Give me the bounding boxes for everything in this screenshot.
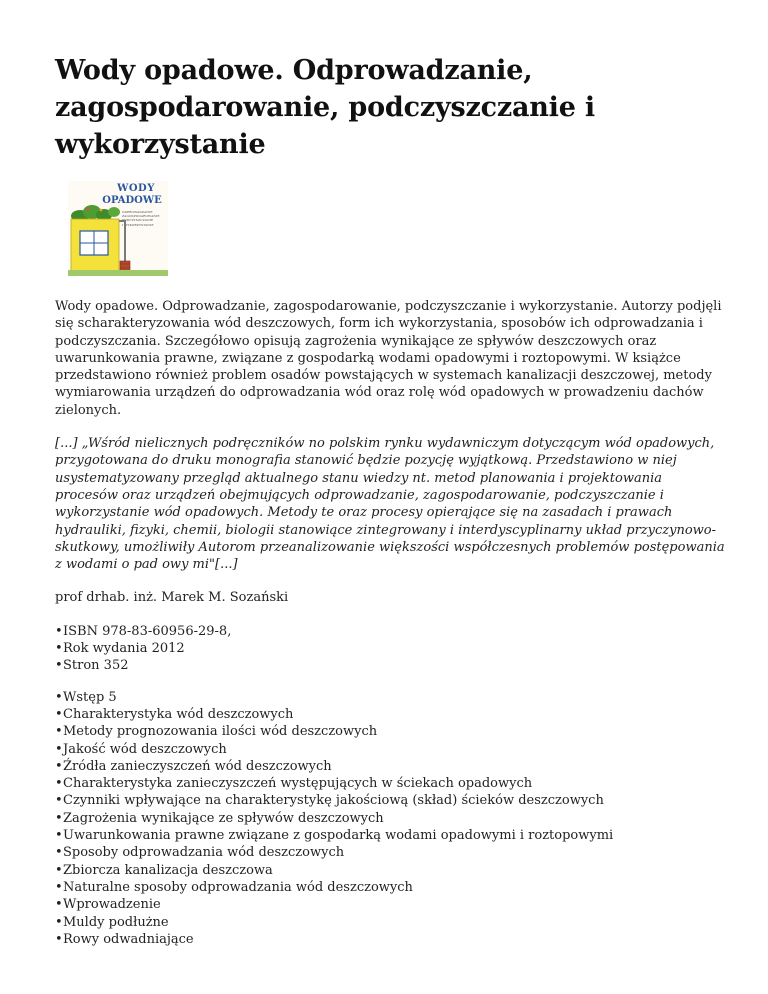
list-item: • Sposoby odprowadzania wód deszczowych [63, 844, 725, 861]
downpipe-icon [119, 221, 125, 265]
list-item: • Uwarunkowania prawne związane z gospodarką wodami opadowymi i roztopowymi [63, 827, 725, 844]
review-quote: [...] „Wśród nielicznych podręczników no polskim rynku wydawniczym dotyczącym wód opadowych, przygotowana do druku monografia stanowić będzie pozycję wyjątkową. Przedstawiono w niej usystematyzowany przegląd aktualnego stanu wiedzy nt. metod planowania i projektowania procesów oraz urządzeń obejmujących odprowadzanie, zagospodarowanie, podczyszczanie i wykorzystanie wód opadowych. Metody te oraz procesy opierające się na zasadach i prawach hydrauliki, fizyki, chemii, biologii stanowiące zintegrowany i interdyscyplinarny układ przyczynowo-skutkowy, umożliwiły Autorom przeanalizowanie większości współczesnych problemów postępowania z wodami o pad owy mi"[...] [55, 436, 725, 573]
quote-author: prof drhab. inż. Marek M. Sozański [55, 590, 289, 606]
list-item: • Stron 352 [63, 657, 725, 674]
list-item: • ISBN 978-83-60956-29-8, [63, 623, 725, 640]
book-cover [68, 181, 168, 276]
list-item: • Naturalne sposoby odprowadzania wód deszczowych [63, 879, 725, 896]
list-item: • Metody prognozowania ilości wód deszczowych [63, 723, 725, 740]
page-title: Wody opadowe. Odprowadzanie, zagospodarowanie, podczyszczanie i wykorzystanie [55, 55, 595, 160]
rain-barrel-icon [120, 261, 130, 271]
book-details-list [55, 623, 725, 675]
book-cover-image [68, 181, 168, 276]
list-item: • Wprowadzenie [63, 896, 725, 913]
list-item: • Rok wydania 2012 [63, 640, 725, 657]
list-item: • Muldy podłużne [63, 914, 725, 931]
list-item: • Wstęp 5 [63, 689, 725, 706]
intro-paragraph: Wody opadowe. Odprowadzanie, zagospodarowanie, podczyszczanie i wykorzystanie. Autorzy podjęli się scharakteryzowania wód deszczowych, form ich wykorzystania, sposobów ich odprowadzania i podczyszczania. Szczegółowo opisują zagrożenia wynikające ze spływów deszczowych oraz uwarunkowania prawne, związane z gospodarką wodami opadowymi i roztopowymi. W książce przedstawiono również problem osadów powstających w systemach kanalizacji deszczowej, metody wymiarowania urządzeń do odprowadzania wód oraz rolę wód opadowych w prowadzeniu dachów zielonych. [55, 299, 722, 418]
cover-title-line1: WODY [117, 183, 155, 194]
cover-title-line2: OPADOWE [102, 195, 162, 206]
list-item: • Rowy odwadniające [63, 931, 725, 948]
list-item: • Jakość wód deszczowych [63, 741, 725, 758]
list-item: • Charakterystyka wód deszczowych [63, 706, 725, 723]
list-item: • Zbiorcza kanalizacja deszczowa [63, 862, 725, 879]
document [55, 52, 725, 948]
cover-subtitle: ODPROWADZANIE ZAGOSPODAROWANIE PODCZYSZCZANIE I WYKORZYSTANIE [122, 210, 160, 227]
list-item: • Czynniki wpływające na charakterystykę jakościową (skład) ścieków deszczowych [63, 792, 725, 809]
list-item: • Źródła zanieczyszczeń wód deszczowych [63, 758, 725, 775]
list-item: • Charakterystyka zanieczyszczeń występujących w ściekach opadowych [63, 775, 725, 792]
cover-illustration [68, 181, 168, 276]
ground [68, 270, 168, 276]
list-item: • Zagrożenia wynikające ze spływów deszczowych [63, 810, 725, 827]
table-of-contents [55, 689, 725, 948]
